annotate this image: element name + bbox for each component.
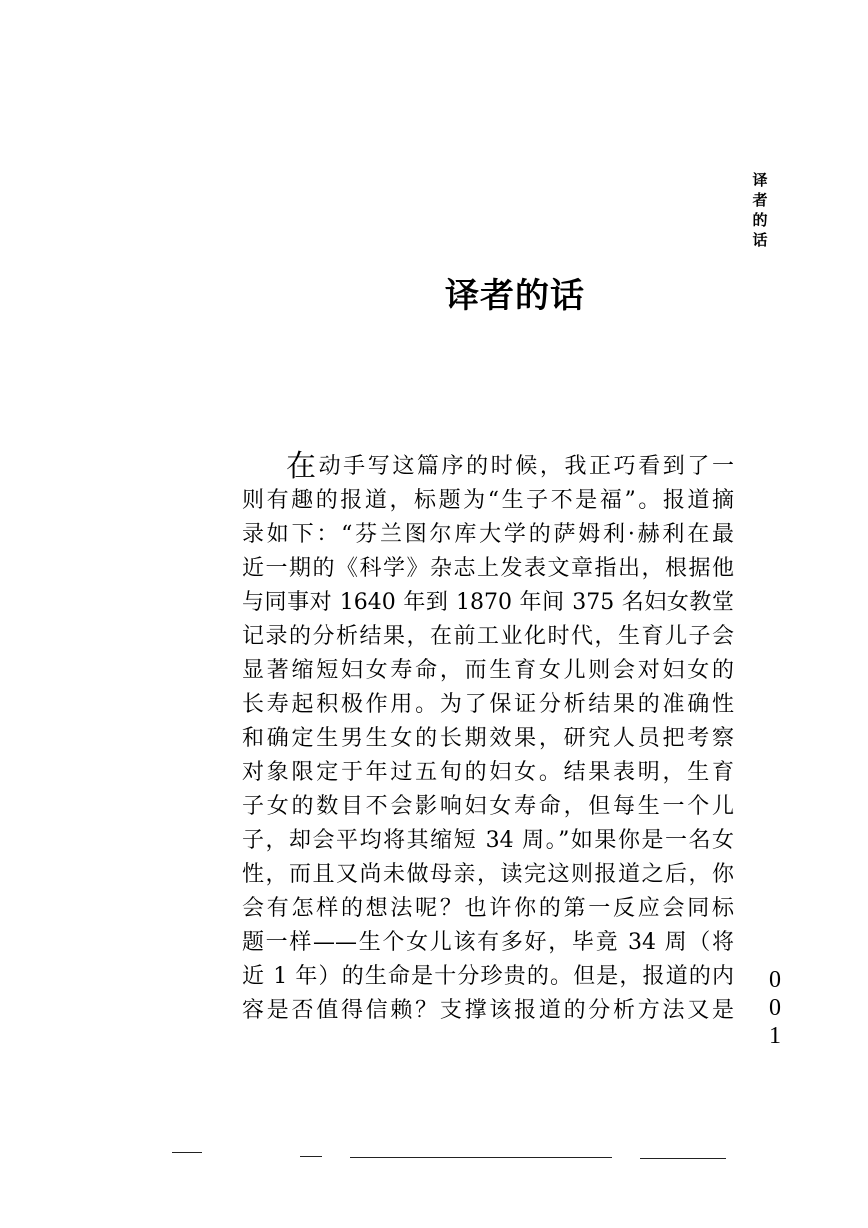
text-line: 录如下：“芬兰图尔库大学的萨姆利·赫利在最 [242,522,734,547]
running-header-char: 译 [752,171,768,189]
drop-cap: 在 [286,449,316,484]
page-number [762,966,788,1050]
page-number-digit: 0 [769,995,781,1021]
chapter-title: 译者的话 [445,276,585,316]
text-line [242,450,734,484]
text-line: 近 1 年）的生命是十分珍贵的。但是，报道的内 [242,964,734,989]
scan-artifact-line [640,1158,726,1159]
text-line: 对象限定于年过五旬的妇女。结果表明，生育 [242,760,734,785]
text-line: 子女的数目不会影响妇女寿命，但每生一个儿 [242,794,734,819]
text-line: 与同事对 1640 年到 1870 年间 375 名妇女教堂 [242,590,734,615]
body-paragraph [242,450,734,1028]
text-line: 近一期的《科学》杂志上发表文章指出，根据他 [242,556,734,581]
running-header-char: 者 [752,191,768,209]
text-line: 长寿起积极作用。为了保证分析结果的准确性 [242,692,734,717]
scan-artifact-line [172,1152,202,1153]
text-line-content: 动手写这篇序的时候，我正巧看到了一 [316,454,734,479]
text-line: 题一样——生个女儿该有多好，毕竟 34 周（将 [242,930,734,955]
text-line: 容是否值得信赖？支撑该报道的分析方法又是 [242,998,734,1023]
scan-artifact-line [350,1157,612,1158]
text-line: 会有怎样的想法呢？也许你的第一反应会同标 [242,896,734,921]
running-header-char: 话 [752,231,768,249]
running-header-char: 的 [752,211,768,229]
running-header [748,170,772,250]
text-line: 显著缩短妇女寿命，而生育女儿则会对妇女的 [242,658,734,683]
text-line: 子，却会平均将其缩短 34 周。”如果你是一名女 [242,828,734,853]
page-number-digit: 0 [769,967,781,993]
text-line: 和确定生男生女的长期效果，研究人员把考察 [242,726,734,751]
text-line: 记录的分析结果，在前工业化时代，生育儿子会 [242,624,734,649]
page-number-digit: 1 [769,1023,781,1049]
scan-artifact-line [300,1156,322,1157]
text-line: 则有趣的报道，标题为“生子不是福”。报道摘 [242,488,734,513]
text-line: 性，而且又尚未做母亲，读完这则报道之后，你 [242,862,734,887]
